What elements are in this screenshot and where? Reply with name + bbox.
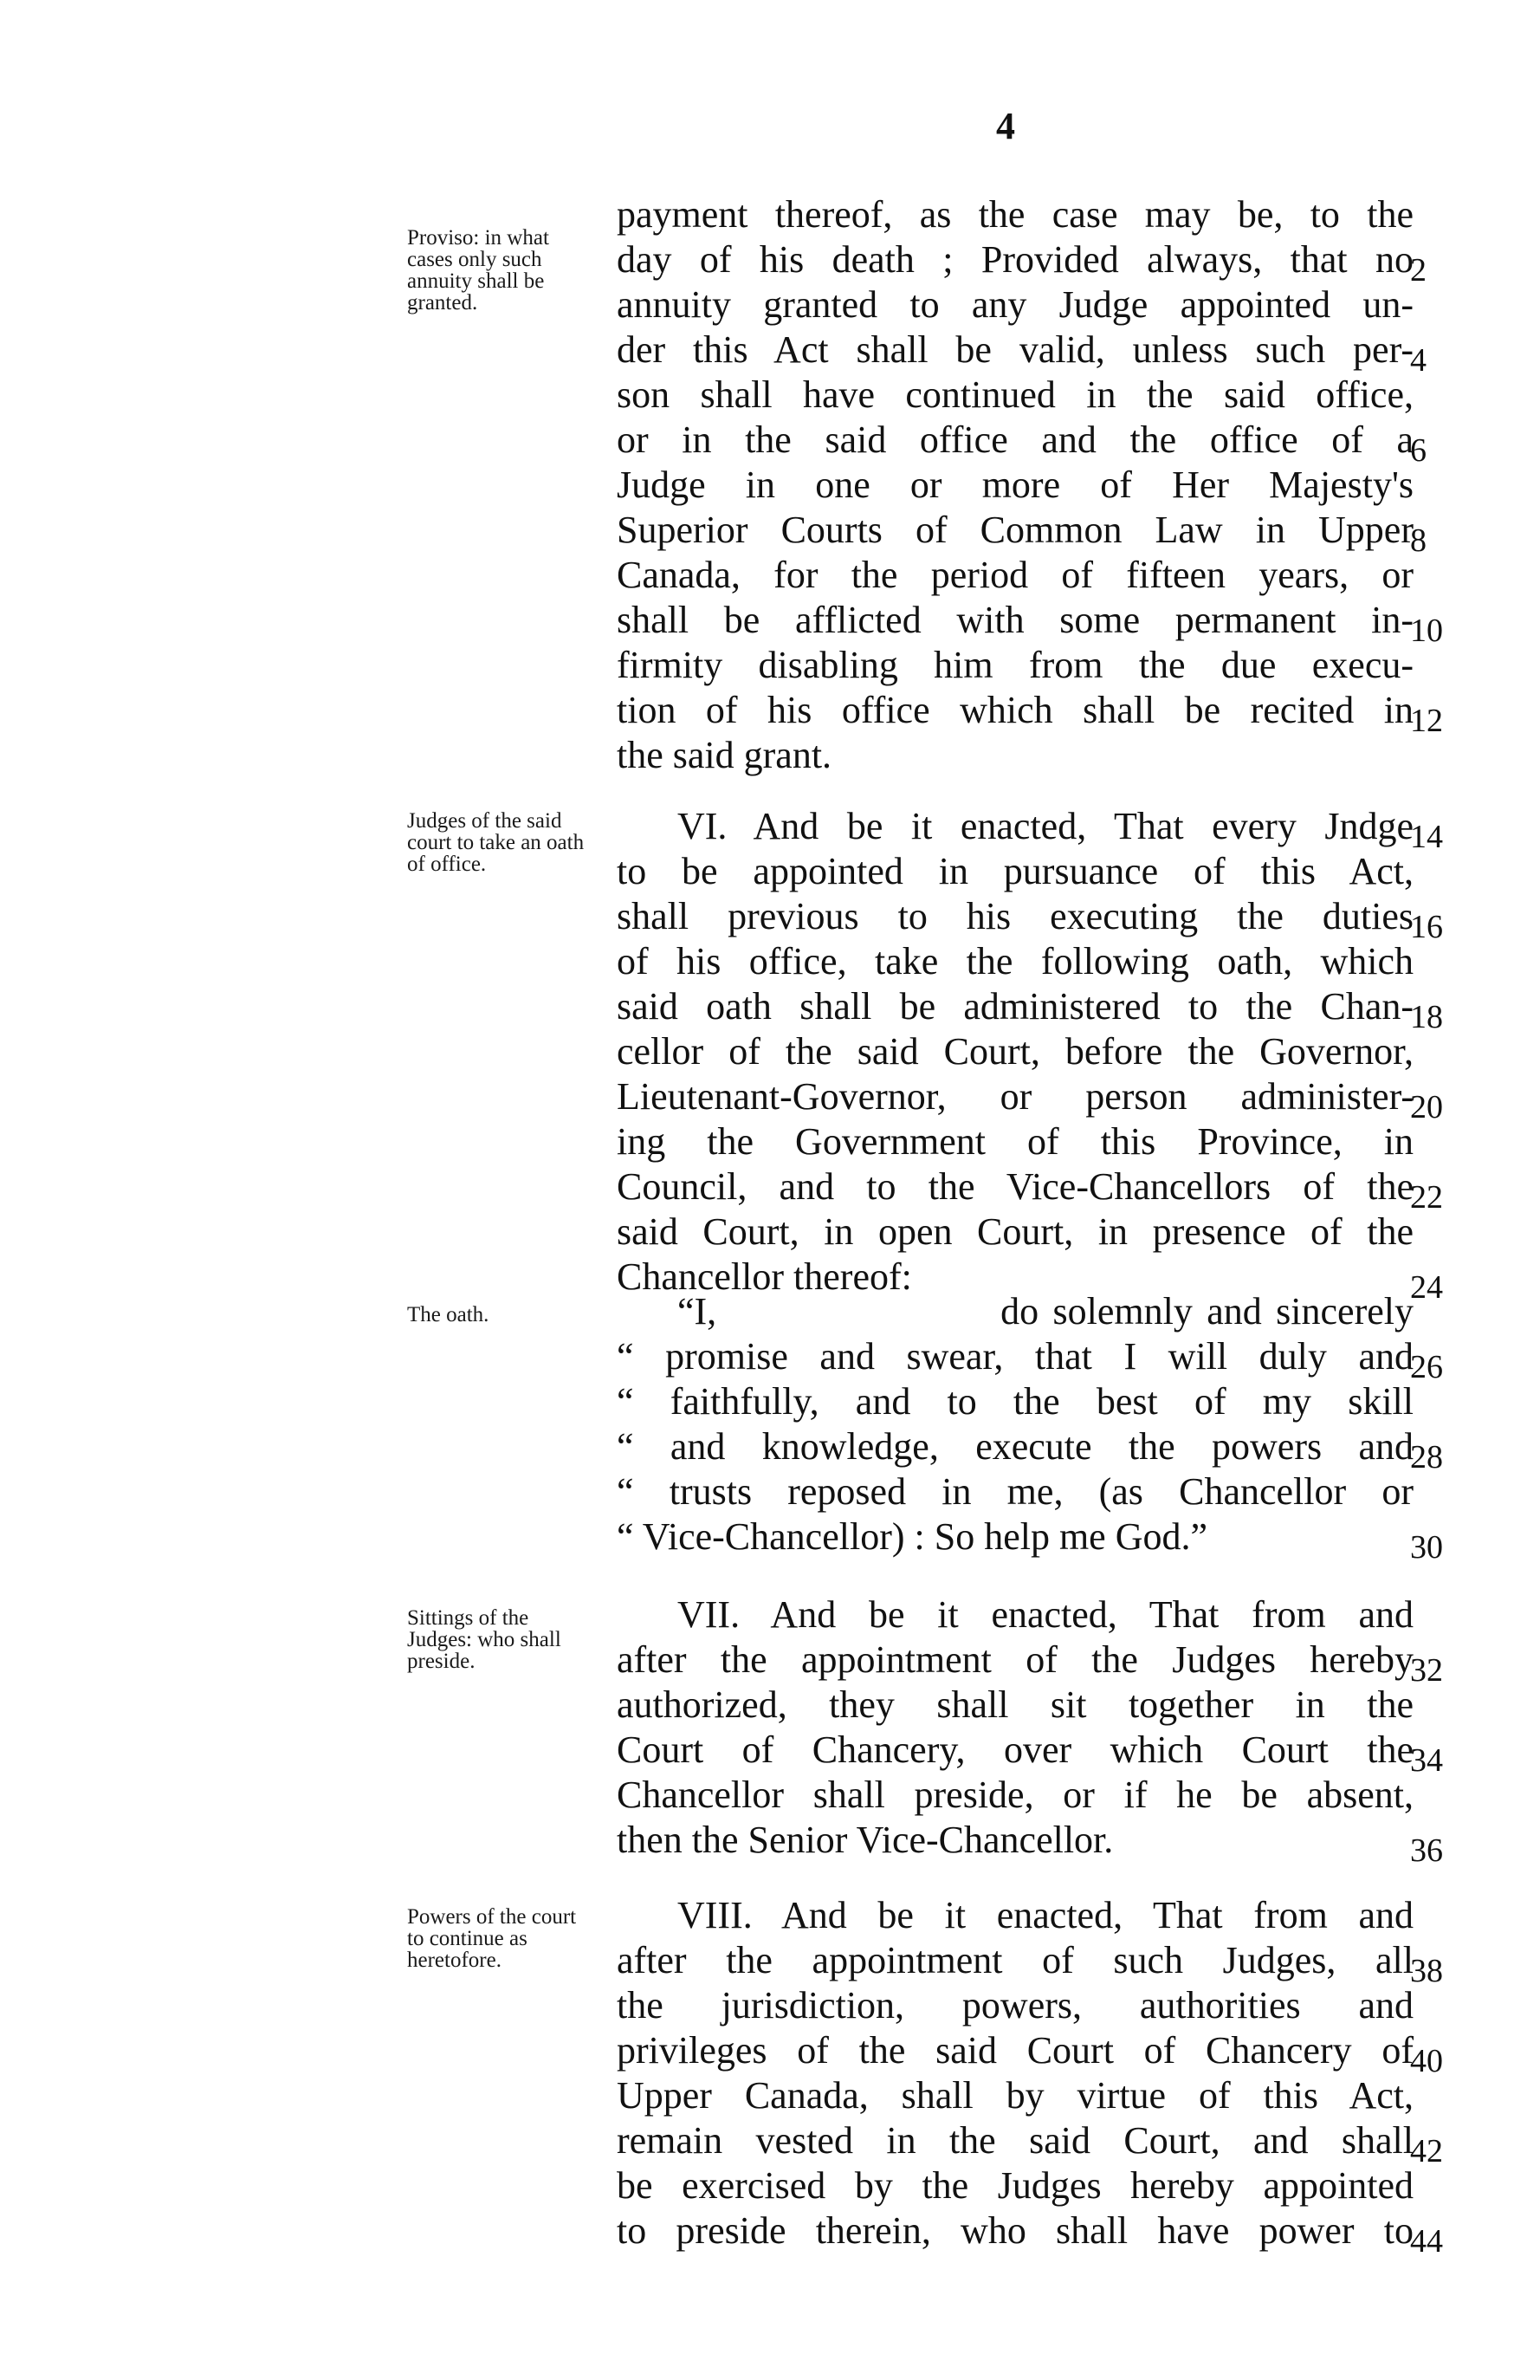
text-line: or in the said office and the office of a	[617, 418, 1414, 461]
line-number: 36	[1410, 1832, 1443, 1869]
text-line: privileges of the said Court of Chancery of	[617, 2029, 1414, 2072]
text-line: annuity granted to any Judge appointed un-	[617, 283, 1414, 326]
text-line: ing the Government of this Province, in	[617, 1120, 1414, 1163]
text-line: Court of Chancery, over which Court the	[617, 1728, 1414, 1771]
page-number: 4	[996, 105, 1015, 147]
margin-note: The oath.	[407, 1303, 489, 1326]
margin-note: Proviso: in what cases only such annuity shall be granted.	[407, 226, 549, 315]
margin-note: Sittings of the Judges: who shall preside.	[407, 1606, 561, 1673]
line-number: 32	[1410, 1652, 1443, 1689]
text-line: authorized, they shall sit together in the	[617, 1683, 1414, 1726]
text-line: tion of his office which shall be recited in	[617, 689, 1414, 731]
text-line: VII. And be it enacted, That from and	[677, 1593, 1414, 1636]
line-number: 10	[1410, 613, 1443, 649]
line-number: 12	[1410, 703, 1443, 739]
text-line: firmity disabling him from the due execu-	[617, 644, 1414, 686]
text-line: of his office, take the following oath, which	[617, 940, 1414, 982]
text-line: VI. And be it enacted, That every Jndge	[677, 805, 1414, 847]
text-line: “ Vice-Chancellor) : So help me God.”	[617, 1515, 1207, 1558]
text-line: “ and knowledge, execute the powers and	[617, 1425, 1414, 1468]
text-line: after the appointment of such Judges, all	[617, 1939, 1414, 1981]
text-line: to preside therein, who shall have power to	[617, 2209, 1414, 2252]
line-number: 8	[1410, 522, 1427, 559]
text-line: be exercised by the Judges hereby appointed	[617, 2164, 1414, 2207]
text-line: shall be afflicted with some permanent in-	[617, 599, 1414, 641]
text-line: “ trusts reposed in me, (as Chancellor or	[617, 1470, 1414, 1513]
line-number: 4	[1410, 342, 1427, 379]
text-line: Upper Canada, shall by virtue of this Act,	[617, 2074, 1414, 2117]
text-line: to be appointed in pursuance of this Act,	[617, 850, 1414, 892]
text-line: day of his death ; Provided always, that no	[617, 238, 1414, 281]
text-line: remain vested in the said Court, and shall	[617, 2119, 1414, 2162]
line-number: 34	[1410, 1742, 1443, 1779]
line-number: 38	[1410, 1953, 1443, 1989]
text-line: Chancellor shall preside, or if he be absent,	[617, 1774, 1414, 1816]
text-line: cellor of the said Court, before the Governor,	[617, 1030, 1414, 1073]
text-line: Council, and to the Vice-Chancellors of the	[617, 1165, 1414, 1208]
margin-note: Judges of the said court to take an oath of office.	[407, 809, 585, 876]
text-line: son shall have continued in the said office,	[617, 373, 1414, 416]
line-number: 30	[1410, 1529, 1443, 1566]
text-line: VIII. And be it enacted, That from and	[677, 1894, 1414, 1936]
text-line: the said grant.	[617, 734, 832, 776]
line-number: 2	[1410, 252, 1427, 289]
line-number: 42	[1410, 2133, 1443, 2169]
text-line: said Court, in open Court, in presence of the	[617, 1210, 1414, 1253]
line-number: 16	[1410, 909, 1443, 945]
line-number: 14	[1410, 819, 1443, 855]
text-line: payment thereof, as the case may be, to the	[617, 193, 1414, 236]
text-line: Judge in one or more of Her Majesty's	[617, 464, 1414, 506]
line-number: 26	[1410, 1349, 1443, 1385]
text-line: Canada, for the period of fifteen years, or	[617, 554, 1414, 596]
text-line: after the appointment of the Judges hereby	[617, 1638, 1414, 1681]
text-line: shall previous to his executing the duties	[617, 895, 1414, 937]
text-line: the jurisdiction, powers, authorities and	[617, 1984, 1414, 2027]
margin-note: Powers of the court to continue as heretofore.	[407, 1905, 577, 1972]
text-line: der this Act shall be valid, unless such per-	[617, 328, 1414, 371]
line-number: 20	[1410, 1089, 1443, 1125]
line-number: 24	[1410, 1269, 1443, 1306]
text-line: said oath shall be administered to the Chan-	[617, 985, 1414, 1028]
line-number: 28	[1410, 1439, 1443, 1475]
text-line: “I, do solemnly and sincerely	[677, 1290, 1414, 1333]
text-line: Lieutenant-Governor, or person administer-	[617, 1075, 1414, 1118]
text-line: then the Senior Vice-Chancellor.	[617, 1819, 1114, 1861]
line-number: 22	[1410, 1179, 1443, 1216]
text-line: Superior Courts of Common Law in Upper	[617, 509, 1414, 551]
text-line: “ promise and swear, that I will duly and	[617, 1335, 1414, 1378]
line-number: 40	[1410, 2043, 1443, 2079]
line-number: 18	[1410, 999, 1443, 1035]
text-line: “ faithfully, and to the best of my skill	[617, 1380, 1414, 1423]
line-number: 6	[1410, 432, 1427, 469]
text-line: Chancellor thereof:	[617, 1255, 912, 1298]
line-number: 44	[1410, 2223, 1443, 2260]
